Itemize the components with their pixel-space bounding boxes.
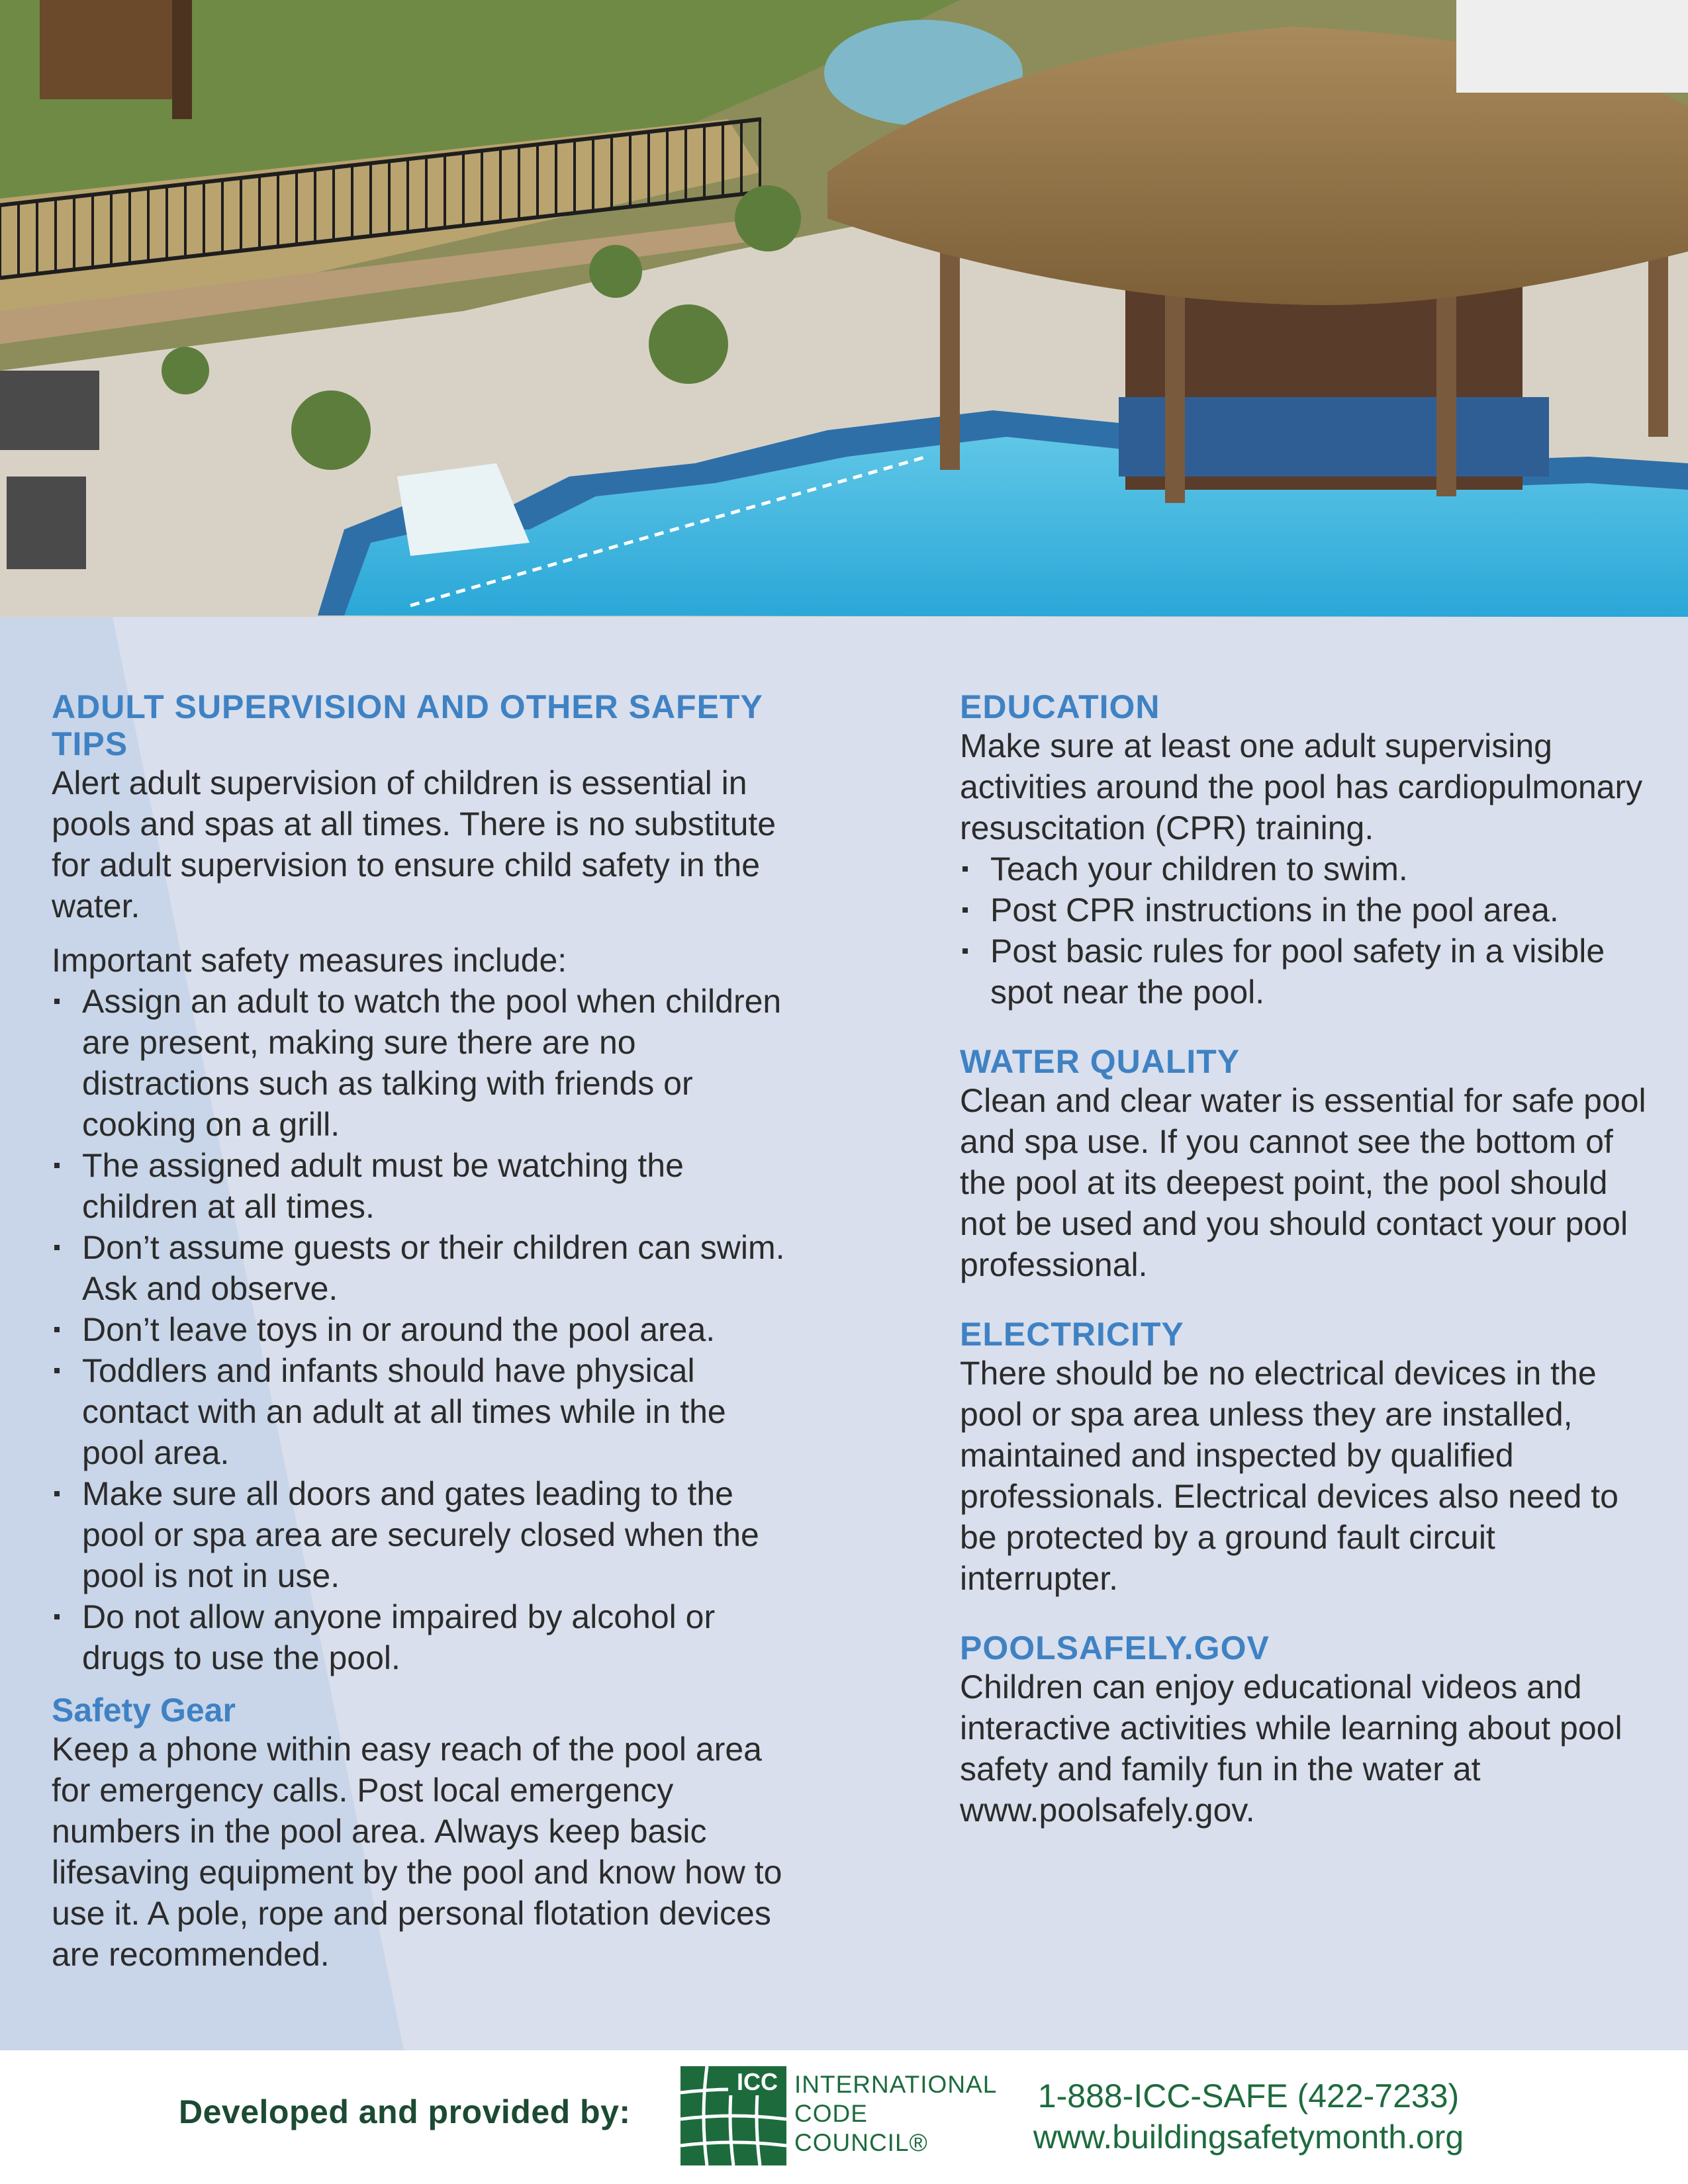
backyard-pool-photo: [0, 0, 1688, 617]
supervision-heading: ADULT SUPERVISION AND OTHER SAFETY TIPS: [52, 688, 763, 762]
list-item: Post basic rules for pool safety in a visible spot near the pool.: [960, 931, 1662, 1013]
footer: [0, 2050, 1688, 2184]
phone-number: 1-888-ICC-SAFE (422-7233): [1037, 2077, 1460, 2115]
measures-list: [52, 981, 793, 1678]
electricity-text: There should be no electrical devices in the pool or spa area unless they are installed, maintained and inspected by qualified professionals. Electrical devices also need to be protected by a ground fault circuit interrupter.: [960, 1355, 1618, 1597]
list-item: Don’t assume guests or their children can swim. Ask and observe.: [52, 1227, 793, 1309]
list-item: Assign an adult to watch the pool when children are present, making sure there are no distractions such as talking with friends or cooking on a grill.: [52, 981, 793, 1145]
water-quality-text: Clean and clear water is essential for safe pool and spa use. If you cannot see the bottom of the pool at its deepest point, the pool should not be used and you should contact your pool professional.: [960, 1082, 1646, 1283]
contact-info: [1017, 2075, 1480, 2158]
website-link[interactable]: www.buildingsafetymonth.org: [1033, 2118, 1464, 2156]
icc-globe-icon: [680, 2066, 786, 2165]
education-text: Make sure at least one adult supervising activities around the pool has cardiopulmonary resuscitation (CPR) training.: [960, 727, 1643, 846]
list-item: Make sure all doors and gates leading to the pool or spa area are securely closed when the pool is not in use.: [52, 1473, 793, 1596]
electricity-heading: ELECTRICITY: [960, 1316, 1184, 1353]
icc-name: INTERNATIONAL CODE COUNCIL®: [794, 2071, 998, 2156]
education-heading: EDUCATION: [960, 688, 1160, 725]
list-item: Don’t leave toys in or around the pool area.: [52, 1309, 793, 1350]
list-item: Post CPR instructions in the pool area.: [960, 889, 1662, 931]
supervision-intro: Alert adult supervision of children is essential in pools and spas at all times. There is no substitute for adult supervision to ensure child safety in the water.: [52, 764, 776, 925]
measures-intro: Important safety measures include:: [52, 942, 567, 979]
list-item: The assigned adult must be watching the children at all times.: [52, 1145, 793, 1227]
info-column: [960, 688, 1662, 1831]
safety-gear-text: Keep a phone within easy reach of the pool area for emergency calls. Post local emergency numbers in the pool area. Always keep basic lifesaving equipment by the pool and know how to use it. A pole, rope and personal flotation devices are recommended.: [52, 1731, 782, 1973]
safety-gear-heading: Safety Gear: [52, 1692, 236, 1729]
content-panel: [0, 617, 1688, 2050]
list-item: Do not allow anyone impaired by alcohol or drugs to use the pool.: [52, 1596, 793, 1678]
icc-abbr: ICC: [737, 2068, 778, 2095]
icc-logo: [680, 2066, 786, 2169]
list-item: Toddlers and infants should have physical contact with an adult at all times while in the pool area.: [52, 1350, 793, 1473]
water-quality-heading: WATER QUALITY: [960, 1043, 1241, 1080]
education-list: [960, 848, 1662, 1013]
poolsafely-text: Children can enjoy educational videos and interactive activities while learning about pool safety and family fun in the water at www.poolsafely.gov.: [960, 1668, 1622, 1829]
list-item: Teach your children to swim.: [960, 848, 1662, 889]
developed-by-label: Developed and provided by:: [179, 2093, 631, 2130]
poolsafely-heading: POOLSAFELY.GOV: [960, 1629, 1270, 1666]
supervision-column: [52, 688, 793, 1975]
